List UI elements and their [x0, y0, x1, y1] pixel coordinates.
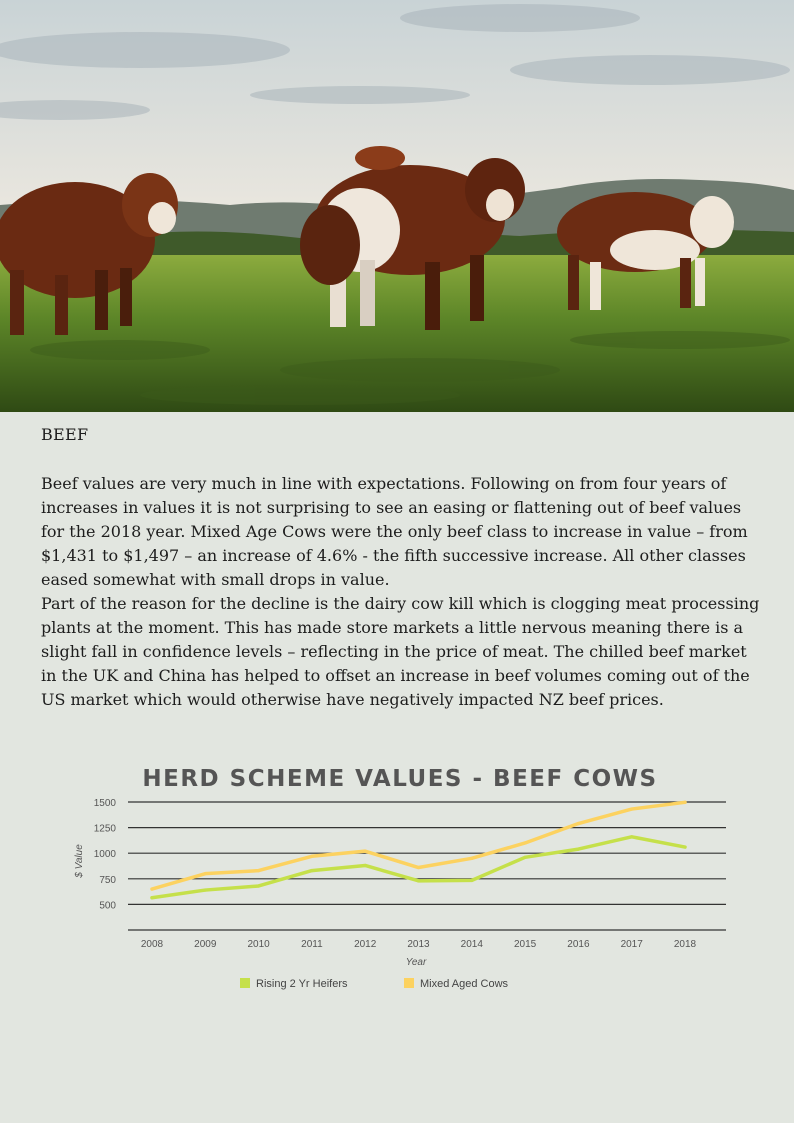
data-point-1-2016	[577, 822, 580, 825]
series-lines	[150, 801, 686, 900]
x-axis-ticks	[141, 939, 697, 950]
x-tick-label-2013: 2013	[407, 939, 430, 950]
x-tick-label-2017: 2017	[620, 939, 643, 950]
y-tick-label-750: 750	[99, 874, 116, 886]
series-line-mixed-aged-cows	[152, 802, 685, 889]
x-tick-label-2012: 2012	[354, 939, 377, 950]
x-axis-label: Year	[405, 957, 427, 968]
chart-panel	[0, 740, 794, 1123]
data-point-1-2018	[683, 801, 686, 804]
data-point-1-2017	[630, 807, 633, 810]
chart-title: HERD SCHEME VALUES - BEEF COWS	[142, 766, 658, 792]
paragraph-decline-reasons: Part of the reason for the decline is the dairy cow kill which is clogging meat processing plants at the moment. This has made store markets a little nervous meaning there is a slight fall in confidence levels – reflecting in the price of meat. The chilled beef market in the UK and China has helped to offset an increase in beef volumes coming out of the US market which would otherwise have negatively impacted NZ beef prices.	[41, 594, 760, 709]
data-point-1-2009	[204, 872, 207, 875]
x-tick-label-2018: 2018	[673, 939, 697, 950]
x-tick-label-2008: 2008	[140, 939, 164, 950]
data-point-0-2011	[310, 869, 313, 872]
x-tick-label-2009: 2009	[194, 939, 217, 950]
data-point-0-2016	[577, 848, 580, 851]
y-tick-label-1250: 1250	[93, 823, 116, 835]
chart-legend	[240, 978, 509, 990]
section-heading: BEEF	[41, 425, 89, 444]
x-tick-label-2014: 2014	[460, 939, 483, 950]
data-point-0-2013	[417, 879, 420, 882]
data-point-0-2017	[630, 835, 633, 838]
legend-label-0: Rising 2 Yr Heifers	[256, 978, 348, 990]
data-point-1-2013	[417, 866, 420, 869]
data-point-0-2012	[364, 864, 367, 867]
y-axis-ticks	[94, 798, 117, 911]
legend-swatch-1	[404, 978, 414, 988]
data-point-0-2018	[683, 845, 686, 848]
y-tick-label-1000: 1000	[93, 849, 116, 861]
x-tick-label-2011: 2011	[301, 939, 323, 950]
data-point-0-2009	[204, 888, 207, 891]
paragraph-beef-values: Beef values are very much in line with expectations. Following on from four years of increases in values it is not surprising to see an easing or flattening out of beef values for the 2018 year. Mixed Age Cows were the only beef class to increase in value – from $1,431 to $1,497 – an increase of 4.6% - the fifth successive increase. All other classes eased somewhat with small drops in value.	[41, 474, 748, 589]
data-point-0-2015	[524, 856, 527, 859]
data-point-0-2008	[150, 896, 153, 899]
y-tick-label-500: 500	[99, 900, 116, 912]
data-point-1-2014	[470, 857, 473, 860]
x-tick-label-2016: 2016	[567, 939, 590, 950]
article-body	[41, 425, 763, 712]
legend-label-1: Mixed Aged Cows	[420, 978, 509, 990]
x-tick-label-2010: 2010	[247, 939, 270, 950]
data-point-1-2012	[364, 850, 367, 853]
x-tick-label-2015: 2015	[513, 939, 537, 950]
line-chart	[0, 740, 794, 1123]
data-point-1-2010	[257, 869, 260, 872]
data-point-0-2014	[470, 879, 473, 882]
data-point-1-2008	[150, 887, 153, 890]
pasture-cattle-illustration	[0, 0, 794, 412]
hero-photo-cattle	[0, 0, 794, 412]
y-axis-label: $ Value	[74, 844, 85, 878]
legend-swatch-0	[240, 978, 250, 988]
data-point-1-2011	[310, 855, 313, 858]
data-point-1-2015	[524, 841, 527, 844]
y-tick-label-1500: 1500	[93, 798, 116, 809]
data-point-0-2010	[257, 884, 260, 887]
